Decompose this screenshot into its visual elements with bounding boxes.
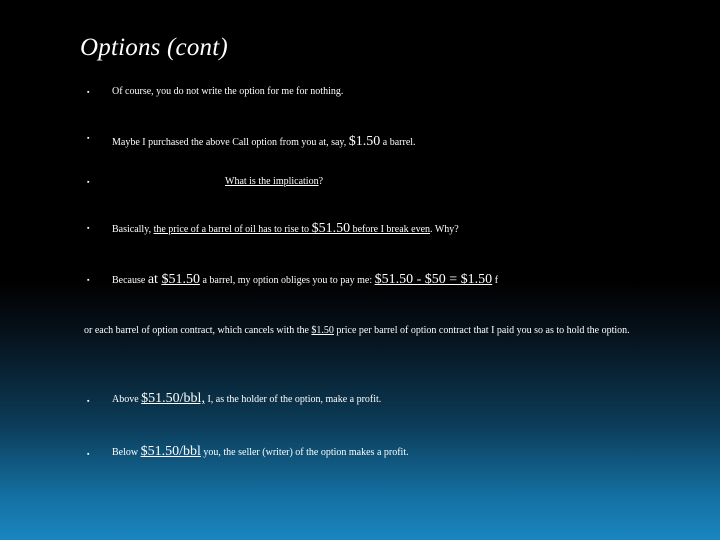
bullet-5-tail: f [492, 275, 499, 286]
bullet-5-mid: a barrel, my option obliges you to pay me: [199, 275, 375, 286]
bullet-6-pre: Above [112, 394, 142, 405]
bullet-marker: ▪ [87, 88, 90, 96]
bullet-5-calc: $51.50 - $50 = $1.50 [374, 272, 493, 287]
para-amount: $1.50 [311, 325, 334, 336]
bullet-text-5 [112, 272, 498, 288]
para-post: price per barrel of option contract that I paid you so as to hold the option. [333, 325, 630, 336]
bullet-7-pre: Below [112, 447, 141, 458]
bullet-5-amount: $51.50 [161, 272, 200, 287]
bullet-text-3 [225, 176, 323, 187]
bullet-2-amount: $1.50 [348, 134, 381, 149]
para-pre: or each barrel of option contract, which cancels with the [84, 325, 312, 336]
implication-link[interactable]: What is the implication [225, 176, 319, 187]
bullet-5-at: at [147, 272, 162, 287]
bullet-5-pre: Because [112, 275, 148, 286]
bullet-6-post: I, as the holder of the option, make a profit. [204, 394, 382, 405]
continuation-paragraph [84, 319, 680, 343]
bullet-marker: ▪ [87, 134, 90, 142]
bullet-2-pre: Maybe I purchased the above Call option from you at, say, [112, 137, 349, 148]
bullet-text-1: Of course, you do not write the option for me for nothing. [112, 86, 344, 97]
bullet-4-pre: Basically, [112, 224, 154, 235]
bullet-text-6 [112, 391, 381, 407]
bullet-marker: ▪ [87, 224, 90, 232]
bullet-4-post: . Why? [430, 224, 459, 235]
bullet-marker: ▪ [87, 397, 90, 405]
bullet-4-amount: $51.50 [311, 221, 351, 236]
bullet-marker: ▪ [87, 178, 90, 186]
bullet-text-7 [112, 444, 409, 460]
bullet-7-post: you, the seller (writer) of the option makes a profit. [200, 447, 409, 458]
bullet-4-underlined-a: the price of a barrel of oil has to rise to [153, 224, 312, 235]
slide-title: Options (cont) [80, 34, 228, 61]
bullet-2-post: a barrel. [380, 137, 416, 148]
bullet-text-2 [112, 134, 416, 150]
bullet-text-4 [112, 221, 459, 237]
bullet-4-underlined-b: before I break even [350, 224, 431, 235]
bullet-3-tail: ? [318, 176, 324, 187]
bullet-marker: ▪ [87, 276, 90, 284]
bullet-marker: ▪ [87, 450, 90, 458]
bullet-7-amount: $51.50/bbl [140, 444, 201, 459]
bullet-6-amount: $51.50/bbl, [141, 391, 205, 406]
